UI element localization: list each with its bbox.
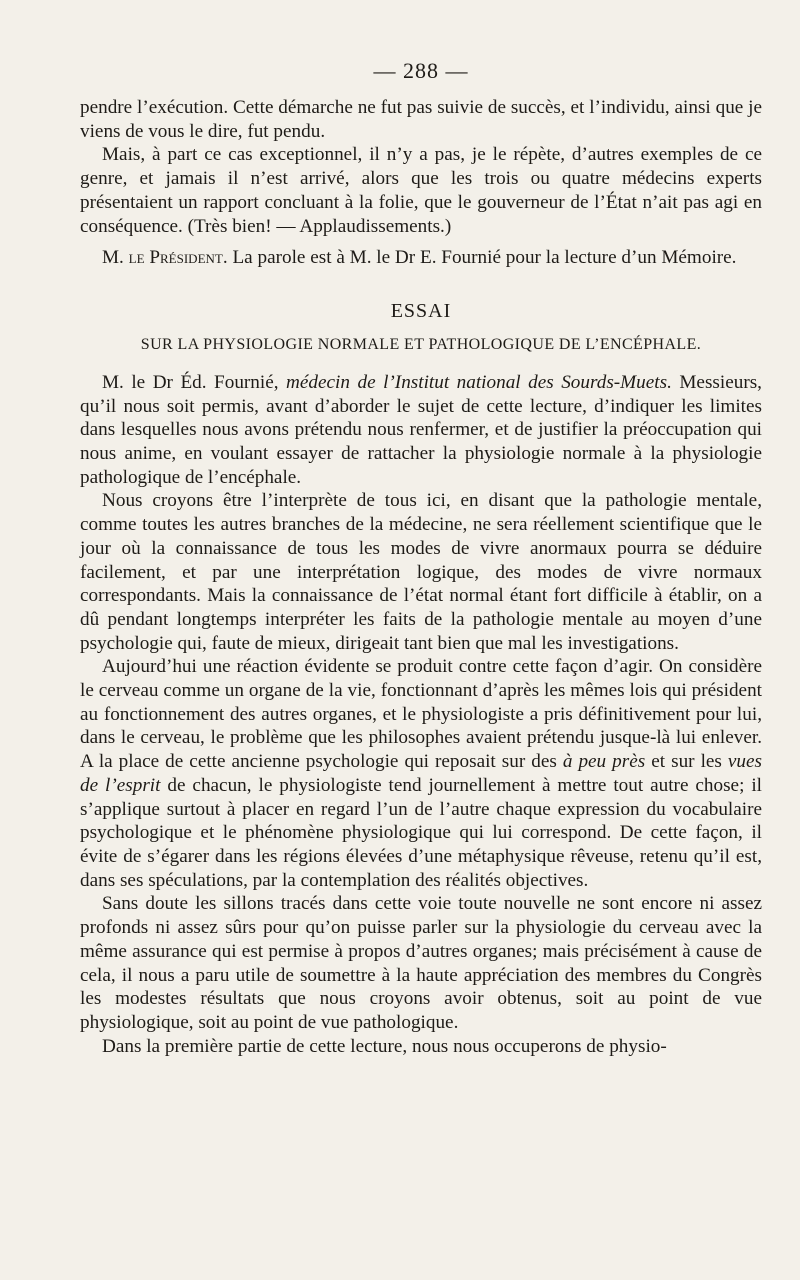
paragraph-president bbox=[80, 246, 762, 270]
paragraph-fournie-intro bbox=[80, 371, 762, 490]
paragraph-first-part: Dans la première partie de cette lecture, nous nous occuperons de physio- bbox=[102, 1035, 667, 1057]
speaker-affiliation: médecin de l’Institut national des Sourds-Muets. bbox=[286, 371, 672, 393]
reaction-text-2: et sur les bbox=[645, 751, 728, 773]
essay-title: ESSAI bbox=[390, 299, 452, 322]
fournie-text: Messieurs, qu’il nous soit permis, avant d’aborder le sujet de cette lecture, d’indiquer les limites dans lesquelles nous avons prétendu nous renfermer, et de justifier la préoccupation qui nous anime, en voulant essayer de rattacher la physiologie normale à la physiologie pathologique de l’encéphale. bbox=[80, 371, 762, 488]
reaction-text-3: de chacun, le physiologiste tend journellement à mettre tout autre chose; il s’applique surtout à placer en regard l’un de l’autre chaque expression du vocabulaire psychologique et le phénomène physiologique qui lui correspond. De cette façon, il évite de s’égarer dans les régions élevées d’une métaphysique rêveuse, retenu qu’il est, dans ses spéculations, par la contemplation des réalités objectives. bbox=[80, 774, 762, 891]
paragraph-pathology: Nous croyons être l’interprète de tous ici, en disant que la pathologie mentale, comme toutes les autres branches de la médecine, ne sera réellement scientifique que le jour où la connaissance de tous les modes de vivre anormaux pourra se déduire facilement, et par une interprétation logique, des modes de vivre normaux correspondants. Mais la connaissance de l’état normal étant fort difficile à établir, on a dû pendant longtemps interpréter les faits de la pathologie mentale au moyen d’une psychologie qui, faute de mieux, dirigeait tant bien que mal les investigations. bbox=[80, 490, 762, 654]
speaker-president: M. le Président. bbox=[102, 247, 228, 269]
paragraph-reaction bbox=[80, 655, 762, 892]
paragraph-furrows: Sans doute les sillons tracés dans cette voie toute nouvelle ne sont encore ni assez profonds ni assez sûrs pour qu’on puisse parler sur la physiologie du cerveau avec la même assurance qui est permise à propos d’autres organes; mais précisément à cause de cela, il nous a paru utile de soumettre à la haute appréciation des membres du Congrès les modestes résultats que nous croyons avoir obtenus, soit au point de vue physiologique, soit au point de vue pathologique. bbox=[80, 893, 762, 1033]
paragraph-continuation: pendre l’exécution. Cette démarche ne fut pas suivie de succès, et l’individu, ainsi que je viens de vous le dire, fut pendu. bbox=[80, 97, 762, 142]
president-text: La parole est à M. le Dr E. Fournié pour la lecture d’un Mémoire. bbox=[227, 247, 737, 269]
essay-subtitle: SUR LA PHYSIOLOGIE NORMALE ET PATHOLOGIQUE DE L’ENCÉPHALE. bbox=[140, 335, 702, 353]
speaker-fournie: M. le Dr Éd. Fournié, bbox=[102, 371, 287, 393]
reaction-text-1: Aujourd’hui une réaction évidente se produit contre cette façon d’agir. On considère le cerveau comme un organe de la vie, fonctionnant d’après les mêmes lois qui président au fonctionnement des autres organes, et le physiologiste a pris définitivement pour lui, dans le cerveau, le problème que les philosophes avaient prétendu jusque-là lui enlever. A la place de cette ancienne psychologie qui reposait sur des bbox=[80, 656, 762, 773]
page-number: — 288 — bbox=[373, 58, 469, 83]
italic-vues-de-l-esprit: vues de l’esprit bbox=[80, 751, 762, 796]
paragraph-exceptional-case: Mais, à part ce cas exceptionnel, il n’y a pas, je le répète, d’autres exemples de ce genre, et jamais il n’est arrivé, alors que les trois ou quatre médecins experts présentaient un rapport concluant à la folie, que le gouverneur de l’État n’ait pas agi en conséquence. (Très bien! — Applaudissements.) bbox=[80, 144, 762, 237]
italic-a-peu-pres: à peu près bbox=[562, 751, 646, 773]
